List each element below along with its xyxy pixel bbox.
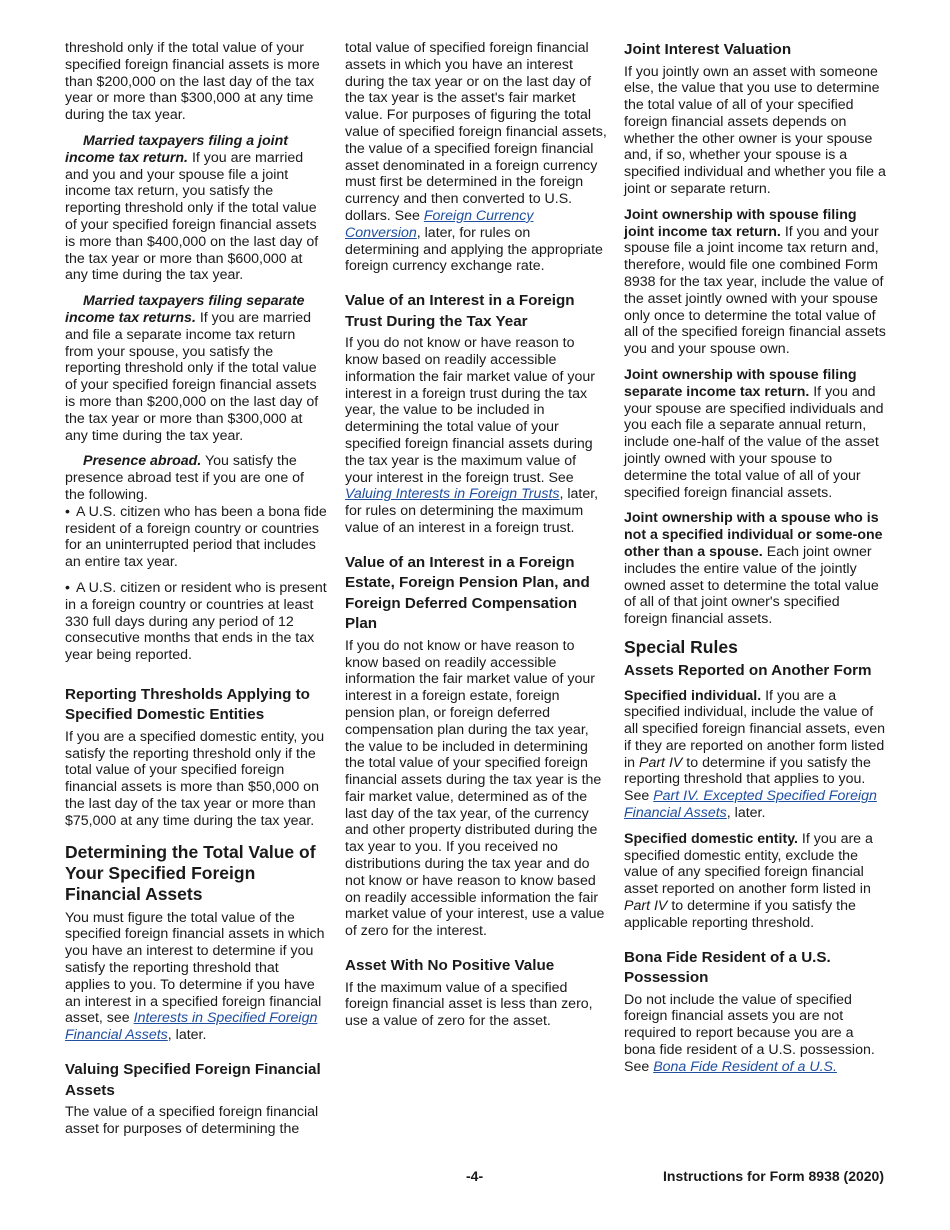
section-heading-major: Determining the Total Value of Your Specified Foreign Financial Assets (65, 841, 316, 904)
paragraph-joint-return: Married taxpayers filing a joint income tax return. If you are married and you and your spouse file a joint income tax return, you satisfy the reporting threshold only if the total value of your specified foreign financial assets is more than $400,000 on the last day of the tax year or more than $600,000 at any time during the tax year. (65, 132, 319, 284)
link-foreign-currency-conversion[interactable]: Foreign Currency Conversion (345, 207, 534, 241)
section-heading: Asset With No Positive Value (345, 957, 555, 975)
run-in-heading: Specified individual. (624, 687, 762, 704)
section-heading: Joint Interest Valuation (624, 41, 792, 58)
column-1 (65, 40, 327, 1147)
paragraph: total value of specified foreign financial assets in which you have an interest during the tax year or on the last day of the tax year is the asset's fair market value. For purposes of figuring the total value of specified foreign financial assets, the value of a specified foreign financial asset denominated in a foreign currency must first be determined in the foreign currency and then converted to U.S. dollars. See Foreign Currency Conversion, later, for rules on determining and applying the appropriate foreign currency exchange rate. (345, 40, 607, 275)
section-heading: Assets Reported on Another Form (624, 662, 872, 679)
paragraph: If you do not know or have reason to know based on readily accessible information the fair market value of your interest in a foreign trust during the tax year, the value to be included in determining the total value of your specified foreign financial assets during the tax year is the maximum value of your interest in the foreign trust. See Valuing Interests in Foreign Trusts, later, for rules on determining the maximum value of an interest in a foreign trust. (345, 335, 599, 536)
section-heading: Value of an Interest in a Foreign Estate, Foreign Pension Plan, and Foreign Deferred Compensation Plan (345, 553, 590, 633)
section-heading: Valuing Specified Foreign Financial Assets (65, 1061, 321, 1099)
run-in-heading: Married taxpayers filing separate income tax returns. (65, 293, 305, 326)
paragraph: Joint ownership with spouse filing separate income tax return. If you and your spouse are specified individuals and you each file a separate annual return, include one-half of the value of the asset jointly owned with your spouse to determine the total value of all of your specified foreign financial assets. (624, 367, 884, 501)
paragraph-presence-abroad: Presence abroad. You satisfy the presence abroad test if you are one of the following. (65, 453, 304, 503)
paragraph: The value of a specified foreign financial asset for purposes of determining the (65, 1104, 319, 1137)
paragraph: Specified domestic entity. If you are a specified domestic entity, exclude the value of any specified foreign financial asset reported on another form listed in Part IV to determine if you satisfy the applicable reporting threshold. (624, 830, 873, 931)
column-2 (345, 40, 607, 1039)
section-heading: Bona Fide Resident of a U.S. Possession (624, 948, 831, 987)
paragraph: Joint ownership with a spouse who is not a specified individual or some-one other than a spouse. Each joint owner includes the entire value of the jointly owned asset to determine the total value of all of that joint owner's specified foreign financial assets. (624, 510, 883, 628)
paragraph: If you do not know or have reason to know based on readily accessible information the fair market value of your interest in a foreign estate, foreign pension plan, or foreign deferred compensation plan during the tax year, the value to be included in determining the total value of your specified foreign financial assets during the tax year is the fair market value, determined as of the last day of the tax year, of the currency and other property distributed during the tax year to you. If you received no distributions during the tax year and do not know or have reason to know based on readily accessible information the fair market value of your interest, use a value of zero for the interest. (345, 637, 605, 940)
page-number: -4- (466, 1168, 484, 1184)
run-in-heading: Joint ownership with a spouse who is not a specified individual or some-one other than a spouse. (624, 510, 883, 561)
section-heading: Value of an Interest in a Foreign Trust During the Tax Year (345, 292, 575, 330)
run-in-heading: Joint ownership with spouse filing joint income tax return. (624, 206, 857, 240)
paragraph: If you are a specified domestic entity, you satisfy the reporting threshold only if the total value of your specified foreign financial assets is more than $50,000 on the last day of the tax year or more than $75,000 at any time during the tax year. (65, 728, 325, 829)
paragraph: Joint ownership with spouse filing joint income tax return. If you and your spouse file a joint income tax return and, therefore, would file one combined Form 8938 for the tax year, include the value of the asset jointly owned with your spouse only once to determine the total value of all of the specified foreign financial assets you and your spouse own. (624, 206, 886, 358)
link-interests-in-sffa[interactable]: Interests in Specified Foreign Financial Assets (65, 1010, 318, 1044)
footer-form-title: Instructions for Form 8938 (2020) (663, 1168, 884, 1184)
link-part-iv-excepted[interactable]: Part IV. Excepted Specified Foreign Financial Assets (624, 788, 877, 822)
run-in-heading: Married taxpayers filing a joint income tax return. (65, 132, 288, 166)
paragraph: threshold only if the total value of your specified foreign financial assets is more than $200,000 on the last day of the tax year or more than $300,000 at any time during the tax year. (65, 40, 320, 124)
paragraph: You must figure the total value of the specified foreign financial assets in which you have an interest to determine if you satisfy the reporting threshold that applies to you. To determine if you have an interest in a specified foreign financial asset, see Interests in Specified Foreign Financial Assets, later. (65, 909, 325, 1044)
column-3 (624, 40, 886, 1085)
paragraph: If you jointly own an asset with someone else, the value that you use to determine the total value of all of your specified foreign financial assets depends on whether the other owner is your spouse and, if so, whether your spouse is a specified individual and whether you file a joint or separate return. (624, 63, 886, 198)
paragraph-separate-return: Married taxpayers filing separate income tax returns. If you are married and file a separate income tax return from your spouse, you satisfy the reporting threshold only if the total value of your specified foreign financial assets is more than $200,000 on the last day of the tax year or more than $300,000 at any time during the tax year. (65, 293, 319, 444)
section-heading: Reporting Thresholds Applying to Specified Domestic Entities (65, 685, 310, 724)
run-in-heading: Joint ownership with spouse filing separate income tax return. (624, 367, 857, 400)
paragraph: If the maximum value of a specified foreign financial asset is less than zero, use a value of zero for the asset. (345, 979, 593, 1030)
run-in-heading: Specified domestic entity. (624, 830, 798, 847)
run-in-heading: Presence abroad. (83, 453, 202, 470)
paragraph: Do not include the value of specified foreign financial assets you are not required to report because you are a bona fide resident of a U.S. possession. See Bona Fide Resident of a U.S. (624, 991, 875, 1075)
link-valuing-interests-foreign-trusts[interactable]: Valuing Interests in Foreign Trusts (345, 486, 560, 503)
link-bona-fide-resident[interactable]: Bona Fide Resident of a U.S. (653, 1058, 837, 1075)
bullet-item: • A U.S. citizen or resident who is present in a foreign country or countries at least 330 full days during any period of 12 consecutive months that ends in the tax year being reported. (65, 580, 327, 664)
bullet-item: • A U.S. citizen who has been a bona fide resident of a foreign country or countries for an uninterrupted period that includes an entire tax year. (65, 504, 327, 571)
paragraph: Specified individual. If you are a specified individual, include the value of all specified foreign financial assets, even if they are reported on another form listed in Part IV to determine if you satisfy the reporting threshold that applies to you. See Part IV. Excepted Specified Foreign Financial Assets, later. (624, 687, 886, 822)
section-heading-major: Special Rules (624, 637, 738, 657)
